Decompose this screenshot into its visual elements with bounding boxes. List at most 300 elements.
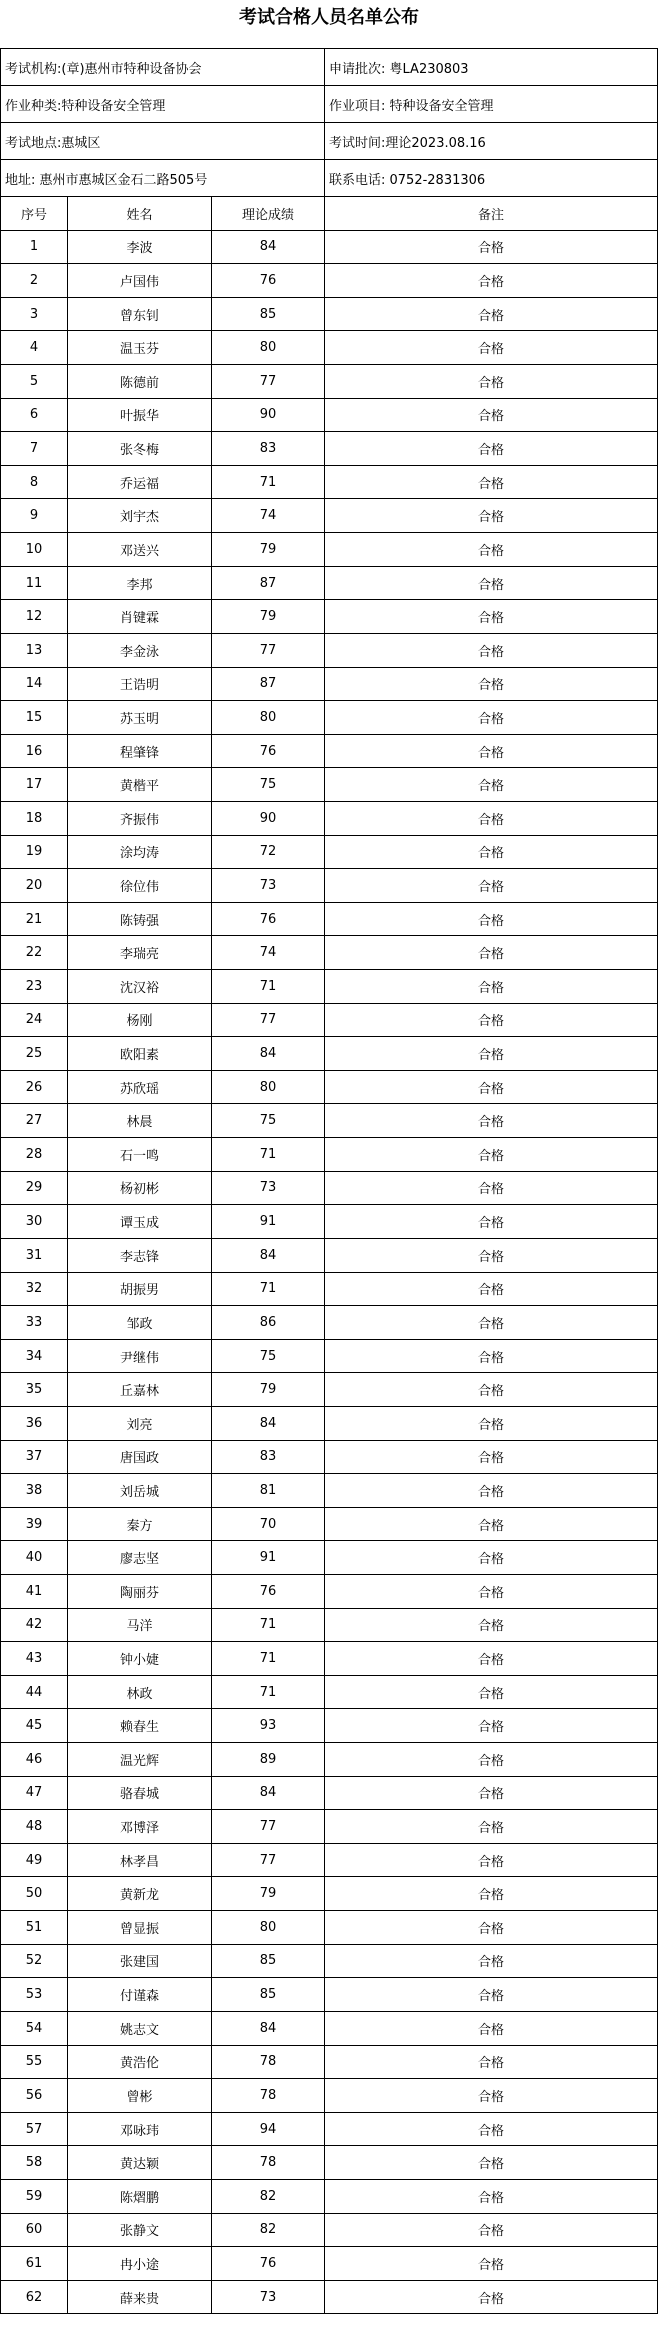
cell-seq: 41 (1, 1574, 68, 1608)
cell-seq: 51 (1, 1911, 68, 1945)
cell-seq: 43 (1, 1642, 68, 1676)
cell-seq: 60 (1, 2213, 68, 2247)
table-row (1, 1810, 658, 1844)
cell-remark: 合格 (325, 2179, 658, 2213)
table-row (1, 2247, 658, 2281)
cell-remark: 合格 (325, 2011, 658, 2045)
header-score: 理论成绩 (212, 197, 325, 231)
cell-name: 叶振华 (68, 398, 212, 432)
cell-remark: 合格 (325, 633, 658, 667)
cell-remark: 合格 (325, 1339, 658, 1373)
exam-time: 考试时间:理论2023.08.16 (325, 123, 658, 160)
table-row (1, 1373, 658, 1407)
cell-seq: 24 (1, 1003, 68, 1037)
cell-score: 72 (212, 835, 325, 869)
cell-name: 曾东钊 (68, 297, 212, 331)
cell-remark: 合格 (325, 600, 658, 634)
cell-seq: 58 (1, 2146, 68, 2180)
table-row (1, 1944, 658, 1978)
cell-seq: 13 (1, 633, 68, 667)
table-row (1, 1743, 658, 1777)
cell-seq: 44 (1, 1675, 68, 1709)
cell-name: 张静文 (68, 2213, 212, 2247)
cell-name: 刘亮 (68, 1406, 212, 1440)
cell-name: 杨刚 (68, 1003, 212, 1037)
cell-name: 曾彬 (68, 2079, 212, 2113)
table-row (1, 600, 658, 634)
table-row (1, 2112, 658, 2146)
cell-remark: 合格 (325, 1138, 658, 1172)
cell-seq: 21 (1, 902, 68, 936)
table-row (1, 667, 658, 701)
table-row (1, 701, 658, 735)
cell-name: 李邦 (68, 566, 212, 600)
cell-remark: 合格 (325, 1877, 658, 1911)
table-row (1, 1675, 658, 1709)
cell-remark: 合格 (325, 1776, 658, 1810)
cell-seq: 47 (1, 1776, 68, 1810)
cell-remark: 合格 (325, 835, 658, 869)
cell-remark: 合格 (325, 1104, 658, 1138)
cell-remark: 合格 (325, 801, 658, 835)
cell-name: 陈德前 (68, 365, 212, 399)
cell-remark: 合格 (325, 331, 658, 365)
cell-seq: 1 (1, 230, 68, 264)
cell-seq: 5 (1, 365, 68, 399)
cell-score: 79 (212, 1877, 325, 1911)
cell-name: 唐国政 (68, 1440, 212, 1474)
cell-seq: 9 (1, 499, 68, 533)
page-title: 考试合格人员名单公布 (239, 7, 419, 28)
table-row (1, 1642, 658, 1676)
cell-remark: 合格 (325, 1440, 658, 1474)
cell-remark: 合格 (325, 566, 658, 600)
cell-seq: 26 (1, 1070, 68, 1104)
cell-score: 84 (212, 1776, 325, 1810)
table-row (1, 869, 658, 903)
cell-remark: 合格 (325, 1474, 658, 1508)
table-row (1, 230, 658, 264)
cell-score: 91 (212, 1541, 325, 1575)
cell-remark: 合格 (325, 1642, 658, 1676)
table-row (1, 1608, 658, 1642)
table-row (1, 398, 658, 432)
cell-name: 程肇锋 (68, 734, 212, 768)
cell-remark: 合格 (325, 869, 658, 903)
cell-name: 曾显振 (68, 1911, 212, 1945)
cell-remark: 合格 (325, 432, 658, 466)
cell-score: 78 (212, 2146, 325, 2180)
work-project: 作业项目: 特种设备安全管理 (325, 86, 658, 123)
cell-seq: 15 (1, 701, 68, 735)
cell-score: 71 (212, 1642, 325, 1676)
cell-score: 84 (212, 230, 325, 264)
cell-score: 77 (212, 633, 325, 667)
table-row (1, 1541, 658, 1575)
cell-remark: 合格 (325, 365, 658, 399)
table-row (1, 1306, 658, 1340)
cell-name: 林孝昌 (68, 1843, 212, 1877)
cell-remark: 合格 (325, 734, 658, 768)
table-row (1, 1272, 658, 1306)
cell-score: 82 (212, 2213, 325, 2247)
application-batch: 申请批次: 粤LA230803 (325, 49, 658, 86)
cell-seq: 59 (1, 2179, 68, 2213)
cell-name: 廖志坚 (68, 1541, 212, 1575)
cell-name: 钟小婕 (68, 1642, 212, 1676)
cell-score: 91 (212, 1205, 325, 1239)
cell-name: 林晨 (68, 1104, 212, 1138)
cell-score: 71 (212, 465, 325, 499)
cell-score: 74 (212, 936, 325, 970)
address: 地址: 惠州市惠城区金石二路505号 (1, 160, 325, 197)
cell-name: 温光辉 (68, 1743, 212, 1777)
cell-name: 丘嘉林 (68, 1373, 212, 1407)
cell-remark: 合格 (325, 533, 658, 567)
cell-score: 79 (212, 533, 325, 567)
cell-name: 秦方 (68, 1507, 212, 1541)
cell-name: 沈汉裕 (68, 970, 212, 1004)
table-row (1, 465, 658, 499)
cell-name: 卢国伟 (68, 264, 212, 298)
cell-score: 94 (212, 2112, 325, 2146)
table-row (1, 1709, 658, 1743)
table-row (1, 1238, 658, 1272)
cell-name: 邹政 (68, 1306, 212, 1340)
cell-remark: 合格 (325, 1272, 658, 1306)
table-row (1, 2045, 658, 2079)
cell-score: 71 (212, 1138, 325, 1172)
table-row (1, 1138, 658, 1172)
cell-name: 王诰明 (68, 667, 212, 701)
cell-seq: 48 (1, 1810, 68, 1844)
exam-info-table (0, 48, 658, 197)
cell-score: 76 (212, 902, 325, 936)
cell-name: 付谨森 (68, 1978, 212, 2012)
cell-seq: 10 (1, 533, 68, 567)
cell-name: 尹继伟 (68, 1339, 212, 1373)
table-row (1, 1339, 658, 1373)
cell-name: 乔运福 (68, 465, 212, 499)
cell-name: 张建国 (68, 1944, 212, 1978)
cell-seq: 36 (1, 1406, 68, 1440)
cell-remark: 合格 (325, 1675, 658, 1709)
table-row (1, 835, 658, 869)
cell-remark: 合格 (325, 1608, 658, 1642)
info-row (1, 123, 658, 160)
cell-seq: 18 (1, 801, 68, 835)
cell-name: 肖键霖 (68, 600, 212, 634)
cell-remark: 合格 (325, 1306, 658, 1340)
cell-remark: 合格 (325, 2079, 658, 2113)
cell-name: 齐振伟 (68, 801, 212, 835)
cell-name: 黄楷平 (68, 768, 212, 802)
contact-phone: 联系电话: 0752-2831306 (325, 160, 658, 197)
table-row (1, 1070, 658, 1104)
cell-score: 78 (212, 2045, 325, 2079)
cell-score: 73 (212, 2280, 325, 2314)
cell-score: 77 (212, 1003, 325, 1037)
cell-name: 邓博泽 (68, 1810, 212, 1844)
cell-seq: 17 (1, 768, 68, 802)
table-row (1, 2011, 658, 2045)
cell-remark: 合格 (325, 1743, 658, 1777)
cell-seq: 6 (1, 398, 68, 432)
cell-seq: 14 (1, 667, 68, 701)
info-row (1, 160, 658, 197)
cell-remark: 合格 (325, 970, 658, 1004)
cell-seq: 25 (1, 1037, 68, 1071)
cell-score: 80 (212, 331, 325, 365)
table-row (1, 2179, 658, 2213)
table-row (1, 1474, 658, 1508)
cell-score: 79 (212, 600, 325, 634)
cell-name: 邓咏玮 (68, 2112, 212, 2146)
work-category: 作业种类:特种设备安全管理 (1, 86, 325, 123)
cell-score: 85 (212, 1978, 325, 2012)
cell-remark: 合格 (325, 1406, 658, 1440)
cell-remark: 合格 (325, 2280, 658, 2314)
cell-score: 76 (212, 264, 325, 298)
cell-remark: 合格 (325, 1037, 658, 1071)
cell-remark: 合格 (325, 264, 658, 298)
cell-remark: 合格 (325, 499, 658, 533)
cell-score: 87 (212, 667, 325, 701)
table-row (1, 768, 658, 802)
cell-name: 赖春生 (68, 1709, 212, 1743)
cell-score: 73 (212, 869, 325, 903)
cell-name: 陶丽芬 (68, 1574, 212, 1608)
info-row (1, 86, 658, 123)
cell-score: 90 (212, 801, 325, 835)
cell-remark: 合格 (325, 297, 658, 331)
cell-seq: 28 (1, 1138, 68, 1172)
cell-name: 刘宇杰 (68, 499, 212, 533)
table-row (1, 297, 658, 331)
cell-score: 77 (212, 365, 325, 399)
cell-score: 77 (212, 1810, 325, 1844)
cell-remark: 合格 (325, 1070, 658, 1104)
cell-score: 80 (212, 701, 325, 735)
table-row (1, 902, 658, 936)
cell-name: 黄达颖 (68, 2146, 212, 2180)
cell-score: 74 (212, 499, 325, 533)
cell-score: 77 (212, 1843, 325, 1877)
info-row (1, 49, 658, 86)
table-row (1, 801, 658, 835)
cell-seq: 39 (1, 1507, 68, 1541)
cell-score: 82 (212, 2179, 325, 2213)
cell-score: 83 (212, 1440, 325, 1474)
cell-seq: 27 (1, 1104, 68, 1138)
cell-remark: 合格 (325, 1810, 658, 1844)
table-row (1, 264, 658, 298)
cell-score: 84 (212, 2011, 325, 2045)
table-header-row (1, 197, 658, 231)
cell-seq: 45 (1, 1709, 68, 1743)
cell-seq: 11 (1, 566, 68, 600)
cell-name: 马洋 (68, 1608, 212, 1642)
table-row (1, 2079, 658, 2113)
table-row (1, 1978, 658, 2012)
cell-seq: 49 (1, 1843, 68, 1877)
cell-seq: 30 (1, 1205, 68, 1239)
cell-seq: 52 (1, 1944, 68, 1978)
cell-score: 89 (212, 1743, 325, 1777)
cell-remark: 合格 (325, 1944, 658, 1978)
table-row (1, 566, 658, 600)
exam-location: 考试地点:惠城区 (1, 123, 325, 160)
cell-score: 80 (212, 1070, 325, 1104)
cell-score: 76 (212, 2247, 325, 2281)
cell-score: 75 (212, 1104, 325, 1138)
table-row (1, 1440, 658, 1474)
cell-score: 71 (212, 1608, 325, 1642)
table-row (1, 734, 658, 768)
cell-seq: 42 (1, 1608, 68, 1642)
cell-seq: 20 (1, 869, 68, 903)
cell-score: 78 (212, 2079, 325, 2113)
table-row (1, 2213, 658, 2247)
cell-name: 谭玉成 (68, 1205, 212, 1239)
cell-remark: 合格 (325, 902, 658, 936)
table-row (1, 633, 658, 667)
cell-seq: 34 (1, 1339, 68, 1373)
cell-remark: 合格 (325, 1238, 658, 1272)
cell-seq: 46 (1, 1743, 68, 1777)
cell-seq: 33 (1, 1306, 68, 1340)
cell-name: 刘岳城 (68, 1474, 212, 1508)
cell-remark: 合格 (325, 1978, 658, 2012)
cell-score: 75 (212, 768, 325, 802)
cell-seq: 57 (1, 2112, 68, 2146)
header-seq: 序号 (1, 197, 68, 231)
cell-name: 李志锋 (68, 1238, 212, 1272)
cell-remark: 合格 (325, 465, 658, 499)
cell-seq: 22 (1, 936, 68, 970)
cell-remark: 合格 (325, 1507, 658, 1541)
cell-name: 薛来贵 (68, 2280, 212, 2314)
cell-name: 苏欣瑶 (68, 1070, 212, 1104)
cell-name: 胡振男 (68, 1272, 212, 1306)
table-row (1, 1104, 658, 1138)
cell-score: 85 (212, 297, 325, 331)
table-row (1, 1776, 658, 1810)
cell-remark: 合格 (325, 1003, 658, 1037)
cell-score: 73 (212, 1171, 325, 1205)
cell-remark: 合格 (325, 1541, 658, 1575)
cell-name: 黄浩伦 (68, 2045, 212, 2079)
cell-remark: 合格 (325, 230, 658, 264)
cell-name: 李瑞亮 (68, 936, 212, 970)
cell-score: 87 (212, 566, 325, 600)
cell-seq: 2 (1, 264, 68, 298)
results-table (0, 196, 658, 2314)
cell-score: 76 (212, 1574, 325, 1608)
table-row (1, 432, 658, 466)
cell-remark: 合格 (325, 1574, 658, 1608)
cell-name: 涂均涛 (68, 835, 212, 869)
cell-score: 75 (212, 1339, 325, 1373)
table-row (1, 1574, 658, 1608)
cell-score: 85 (212, 1944, 325, 1978)
cell-remark: 合格 (325, 2112, 658, 2146)
table-row (1, 1877, 658, 1911)
table-row (1, 1843, 658, 1877)
table-row (1, 1911, 658, 1945)
table-row (1, 2146, 658, 2180)
cell-name: 温玉芬 (68, 331, 212, 365)
cell-seq: 32 (1, 1272, 68, 1306)
cell-score: 84 (212, 1406, 325, 1440)
cell-score: 76 (212, 734, 325, 768)
cell-score: 70 (212, 1507, 325, 1541)
table-row (1, 1003, 658, 1037)
cell-name: 李波 (68, 230, 212, 264)
cell-score: 84 (212, 1037, 325, 1071)
results-body (1, 230, 658, 2314)
cell-seq: 53 (1, 1978, 68, 2012)
cell-remark: 合格 (325, 768, 658, 802)
table-row (1, 1205, 658, 1239)
cell-score: 93 (212, 1709, 325, 1743)
cell-name: 苏玉明 (68, 701, 212, 735)
cell-name: 张冬梅 (68, 432, 212, 466)
cell-name: 李金泳 (68, 633, 212, 667)
cell-seq: 37 (1, 1440, 68, 1474)
cell-remark: 合格 (325, 2146, 658, 2180)
cell-name: 石一鸣 (68, 1138, 212, 1172)
cell-score: 81 (212, 1474, 325, 1508)
exam-org: 考试机构:(章)惠州市特种设备协会 (1, 49, 325, 86)
cell-name: 林政 (68, 1675, 212, 1709)
cell-name: 陈熠鹏 (68, 2179, 212, 2213)
cell-name: 徐位伟 (68, 869, 212, 903)
cell-seq: 29 (1, 1171, 68, 1205)
table-row (1, 1037, 658, 1071)
cell-seq: 38 (1, 1474, 68, 1508)
cell-score: 84 (212, 1238, 325, 1272)
cell-score: 71 (212, 970, 325, 1004)
cell-seq: 61 (1, 2247, 68, 2281)
cell-name: 冉小途 (68, 2247, 212, 2281)
cell-remark: 合格 (325, 1373, 658, 1407)
cell-seq: 62 (1, 2280, 68, 2314)
cell-seq: 23 (1, 970, 68, 1004)
cell-score: 90 (212, 398, 325, 432)
cell-remark: 合格 (325, 1709, 658, 1743)
cell-score: 71 (212, 1272, 325, 1306)
header-remark: 备注 (325, 197, 658, 231)
cell-seq: 35 (1, 1373, 68, 1407)
table-row (1, 970, 658, 1004)
cell-seq: 56 (1, 2079, 68, 2113)
cell-remark: 合格 (325, 2247, 658, 2281)
table-row (1, 1406, 658, 1440)
table-row (1, 499, 658, 533)
cell-remark: 合格 (325, 936, 658, 970)
table-row (1, 1507, 658, 1541)
cell-remark: 合格 (325, 1911, 658, 1945)
cell-seq: 54 (1, 2011, 68, 2045)
cell-seq: 16 (1, 734, 68, 768)
cell-seq: 50 (1, 1877, 68, 1911)
cell-name: 黄新龙 (68, 1877, 212, 1911)
cell-seq: 3 (1, 297, 68, 331)
cell-remark: 合格 (325, 398, 658, 432)
table-row (1, 936, 658, 970)
cell-name: 邓送兴 (68, 533, 212, 567)
